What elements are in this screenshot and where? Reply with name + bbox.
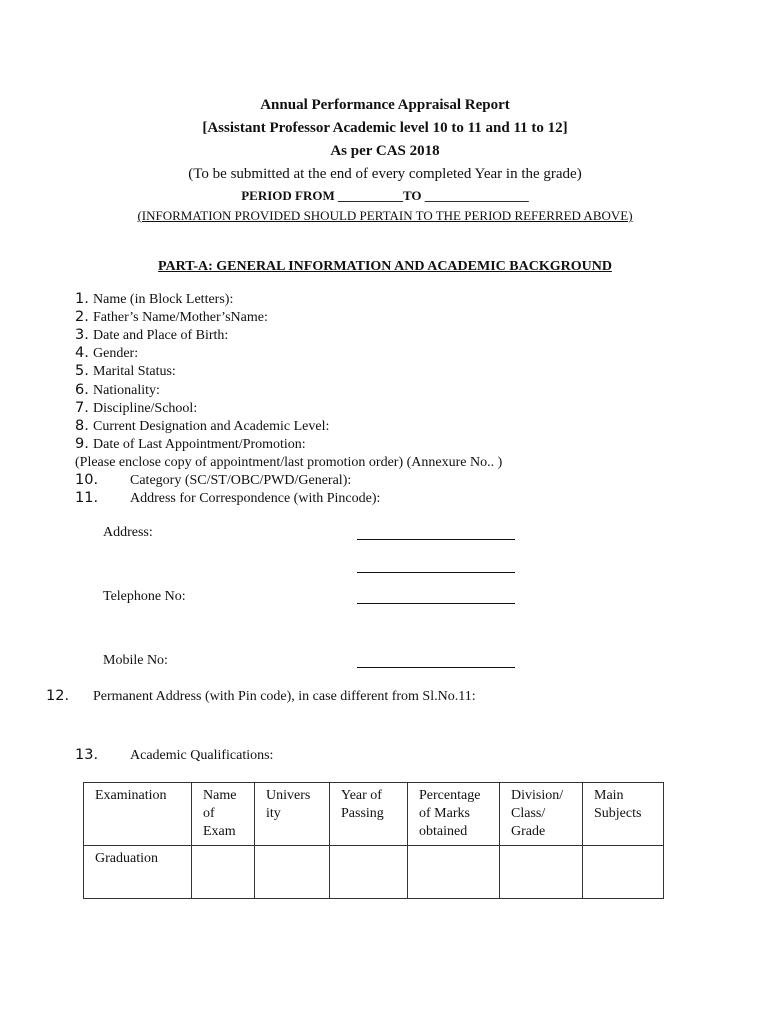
header-text: Main — [594, 788, 624, 803]
item-number: 7. — [75, 399, 89, 416]
table-header-row — [84, 783, 664, 846]
exam-cell: Graduation — [84, 846, 192, 899]
table-cell[interactable] — [500, 846, 583, 899]
mobile-label: Mobile No: — [103, 653, 168, 668]
enclose-note: (Please enclose copy of appointment/last promotion order) (Annexure No.. ) — [75, 455, 503, 470]
item-number: 6. — [75, 381, 89, 398]
list-item-label: Gender: — [93, 346, 139, 362]
table-header-cell — [583, 783, 664, 846]
list-item-label: Date of Last Appointment/Promotion: — [93, 436, 306, 452]
list-item-label: Date and Place of Birth: — [93, 328, 229, 344]
list-item-label: Marital Status: — [93, 364, 176, 380]
information-note: (INFORMATION PROVIDED SHOULD PERTAIN TO THE PERIOD REFERRED ABOVE) — [137, 208, 633, 223]
item-number: 12. — [46, 688, 70, 704]
header-text: Year of — [341, 788, 382, 803]
list-item-label: Discipline/School: — [93, 400, 198, 416]
period-from-line: PERIOD FROM __________TO ________________ — [241, 188, 529, 203]
header-text: Class/ — [511, 806, 546, 821]
header-text: Examination — [95, 788, 167, 803]
table-cell[interactable] — [330, 846, 408, 899]
table-row — [84, 846, 664, 899]
header-text: of Marks — [419, 806, 470, 821]
item-number: 11. — [75, 490, 99, 506]
item-number: 9. — [75, 435, 89, 452]
list-item-label: Name (in Block Letters): — [93, 292, 234, 307]
header-text: Grade — [511, 824, 546, 839]
cas-line: As per CAS 2018 — [330, 143, 440, 159]
header-text: Name — [203, 788, 237, 803]
list-item-label: Current Designation and Academic Level: — [93, 418, 330, 434]
item-number: 2. — [75, 309, 89, 326]
header-text: Percentage — [419, 788, 481, 803]
category-label: Category (SC/ST/OBC/PWD/General): — [130, 473, 352, 488]
telephone-label: Telephone No: — [103, 589, 186, 604]
header-text: ity — [266, 806, 281, 821]
table-header-cell — [84, 783, 192, 846]
item-number: 13. — [75, 747, 99, 763]
item-number: 4. — [75, 345, 89, 362]
address-label: Address: — [103, 525, 153, 540]
permanent-address-label: Permanent Address (with Pin code), in case different from Sl.No.11: — [93, 689, 476, 704]
item-number: 8. — [75, 417, 89, 434]
table-header-cell — [408, 783, 500, 846]
document-subtitle: [Assistant Professor Academic level 10 to 11 and 11 to 12] — [202, 120, 568, 136]
academic-qualifications-label: Academic Qualifications: — [130, 748, 274, 763]
address-line-1[interactable] — [357, 539, 515, 540]
list-item-label: Nationality: — [93, 382, 160, 398]
document-title: Annual Performance Appraisal Report — [260, 97, 510, 113]
address-line-2[interactable] — [357, 572, 515, 573]
part-a-heading: PART-A: GENERAL INFORMATION AND ACADEMIC BACKGROUND — [158, 259, 612, 274]
table-cell[interactable] — [583, 846, 664, 899]
header-text: Passing — [341, 806, 384, 821]
header-text: of — [203, 806, 215, 821]
table-header-cell — [255, 783, 330, 846]
correspondence-address-label: Address for Correspondence (with Pincode): — [130, 491, 381, 506]
list-item-label: Father’s Name/Mother’sName: — [93, 310, 268, 326]
table-cell[interactable] — [255, 846, 330, 899]
header-text: Subjects — [594, 806, 642, 821]
table-cell[interactable] — [192, 846, 255, 899]
telephone-line[interactable] — [357, 603, 515, 604]
header-text: Division/ — [511, 788, 564, 803]
table-header-cell — [500, 783, 583, 846]
item-number: 10. — [75, 472, 99, 488]
header-text: Exam — [203, 824, 236, 839]
header-text: obtained — [419, 824, 468, 839]
academic-qualifications-table — [83, 782, 664, 899]
submission-note: (To be submitted at the end of every completed Year in the grade) — [188, 166, 582, 182]
item-number: 1. — [75, 291, 89, 307]
mobile-line[interactable] — [357, 667, 515, 668]
header-text: Univers — [266, 788, 311, 803]
item-number: 5. — [75, 363, 89, 380]
table-header-cell — [192, 783, 255, 846]
table-header-cell — [330, 783, 408, 846]
item-number: 3. — [75, 327, 89, 344]
table-cell[interactable] — [408, 846, 500, 899]
